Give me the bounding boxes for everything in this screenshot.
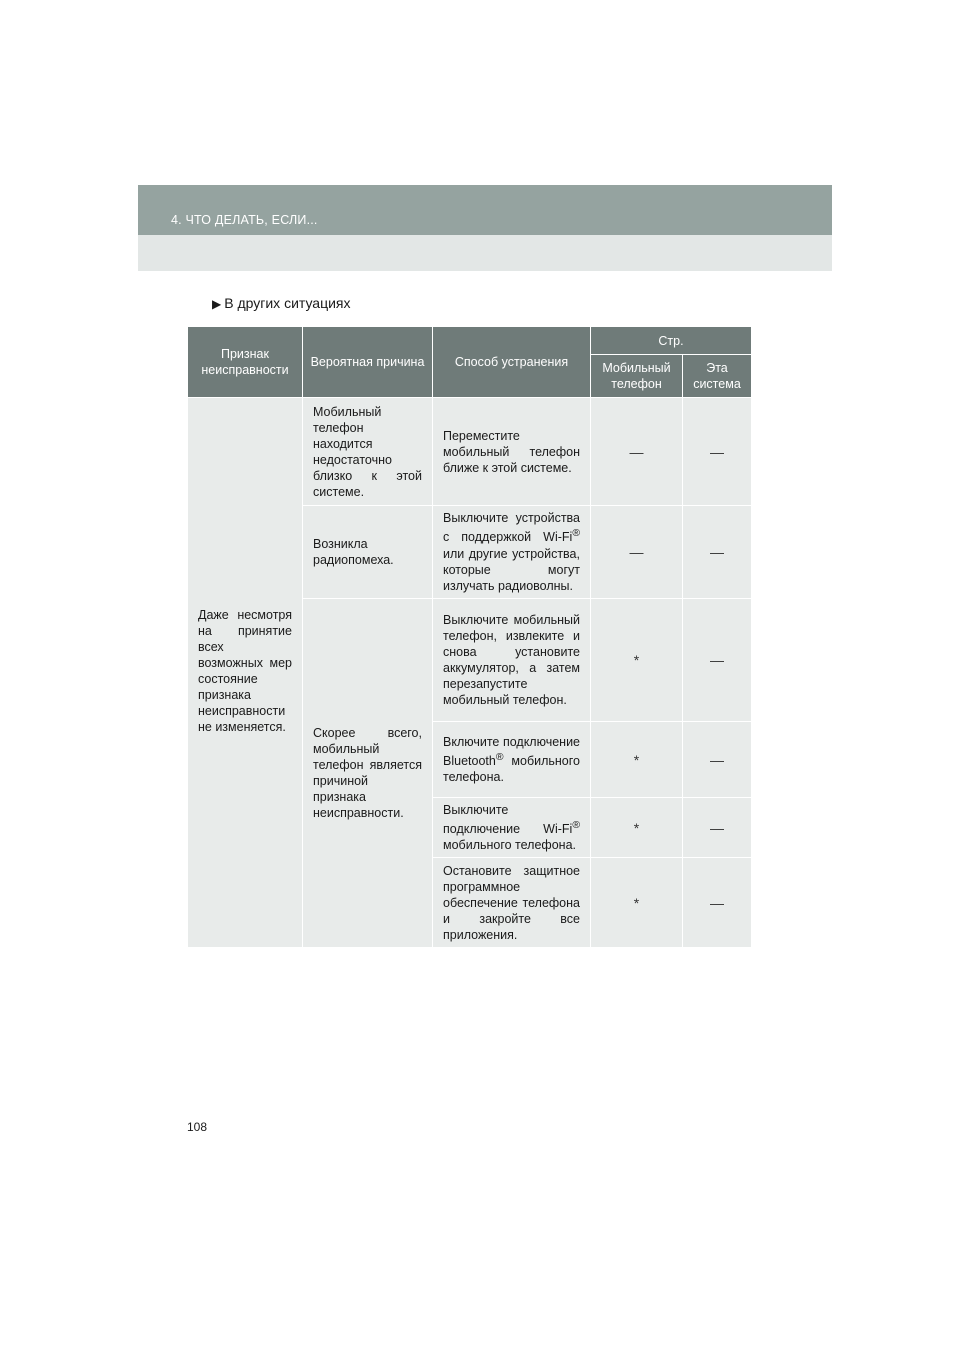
remedy-text: Выключите подключение Wi-Fi [443,803,573,837]
remedy-text: мобильного телефона. [443,838,576,853]
chapter-header-band [138,185,832,235]
system-page-cell: — [683,858,752,948]
col-header-cause: Вероятная причина [303,327,433,398]
remedy-text: мобильного телефона. [443,754,580,785]
table-row [188,398,752,506]
phone-page-cell: — [591,398,683,506]
col-header-system: Эта система [683,355,752,398]
registered-mark: ® [495,751,504,763]
system-page-cell: — [683,798,752,858]
cause-cell: Возникла радиопомеха. [303,506,433,599]
remedy-cell: Переместите мобильный телефон ближе к этой системе. [433,398,591,506]
remedy-text: или другие устройства, которые могут излучать радиоволны. [443,546,580,593]
chapter-title: 4. ЧТО ДЕЛАТЬ, ЕСЛИ... [171,213,318,227]
remedy-text: Выключите устройства с поддержкой Wi-Fi [443,511,580,545]
system-page-cell: — [683,722,752,798]
system-page-cell: — [683,398,752,506]
remedy-cell: Остановите защитное программное обеспечение телефона и закройте все приложения. [433,858,591,948]
phone-page-cell: * [591,798,683,858]
col-header-phone: Мобильный телефон [591,355,683,398]
col-header-remedy: Способ устранения [433,327,591,398]
system-page-cell: — [683,599,752,722]
troubleshooting-table [187,326,752,948]
page-number: 108 [187,1120,208,1134]
remedy-cell [433,722,591,798]
phone-page-cell: * [591,858,683,948]
phone-page-cell: * [591,722,683,798]
phone-page-cell: — [591,506,683,599]
symptom-cell: Даже несмотря на принятие всех возможных мер состояние признака неисправности не изменяется. [188,398,303,948]
cause-cell: Скорее всего, мобильный телефон является причиной признака неисправности. [303,599,433,948]
chapter-header-subband [138,235,832,271]
col-header-page: Стр. [591,327,752,355]
remedy-text: Включите подключение Bluetooth [443,734,580,769]
remedy-cell [433,506,591,599]
remedy-cell: Выключите мобильный телефон, извлеките и снова установите аккумулятор, а затем перезапустите мобильный телефон. [433,599,591,722]
triangle-bullet-icon: ▶ [212,297,222,311]
system-page-cell: — [683,506,752,599]
phone-page-cell: * [591,599,683,722]
registered-mark: ® [572,820,580,831]
cause-cell: Мобильный телефон находится недостаточно близко к этой системе. [303,398,433,506]
col-header-symptom: Признак неисправности [188,327,303,398]
section-heading-text: В других ситуациях [224,295,351,311]
section-heading [212,295,351,311]
remedy-cell [433,798,591,858]
registered-mark: ® [572,528,580,540]
